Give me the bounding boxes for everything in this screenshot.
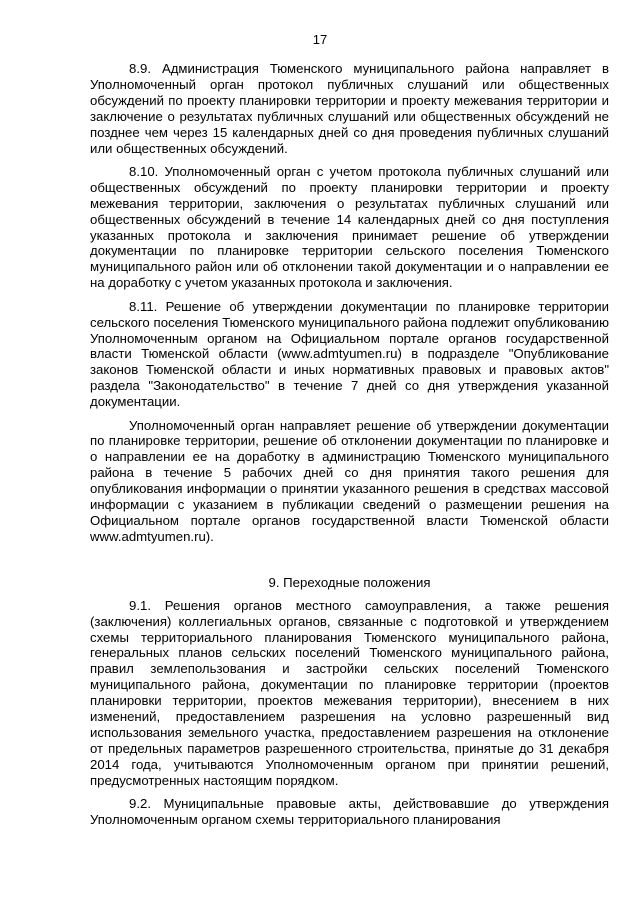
paragraph-9-1: 9.1. Решения органов местного самоуправления, а также решения (заключения) коллегиальных органов, связанные с подготовкой и утверждением схемы территориального планирования Тюменского муниципального района, генеральных планов сельских поселений Тюменского муниципального района, правил землепользования и застройки сельских поселений Тюменского муниципального района, документации по планировке территории (проектов планировки территории, проектов межевания территории), внесением в них изменений, предоставлением разрешения на условно разрешенный вид использования земельного участка, предоставлением разрешения на отклонение от предельных параметров разрешенного строительства, принятые до 31 декабря 2014 года, учитываются Уполномоченным органом при принятии решений, предусмотренных настоящим порядком. [90, 597, 609, 788]
document-body [90, 61, 609, 835]
paragraph-8-10: 8.10. Уполномоченный орган с учетом протокола публичных слушаний или общественных обсуждений по проекту планировки территории и проекту межевания территории, заключения о результатах публичных слушаний или общественных обсуждений в течение 14 календарных дней со дня поступления указанных протокола и заключения принимает решение об утверждении документации по планировке территории сельского поселения Тюменского муниципального район или об отклонении такой документации и о направлении ее на доработку с учетом указанных протокола и заключения. [90, 163, 609, 291]
paragraph-9-2: 9.2. Муниципальные правовые акты, действовавшие до утверждения Уполномоченным органом схемы территориального планирования [90, 796, 609, 827]
paragraph-8-9: 8.9. Администрация Тюменского муниципального района направляет в Уполномоченный орган протокол публичных слушаний или общественных обсуждений по проекту планировки территории и проекту межевания территории и заключение о результатах публичных слушаний или общественных обсуждений не позднее чем через 15 календарных дней со дня проведения публичных слушаний или общественных обсуждений. [90, 61, 609, 156]
page-number: 17 [312, 32, 328, 47]
section-title-transitional-provisions: 9. Переходные положения [268, 574, 431, 590]
paragraph-8-11: 8.11. Решение об утверждении документации по планировке территории сельского поселения Тюменского муниципального района подлежит опубликованию Уполномоченным органом на Официальном портале органов государственной власти Тюменской области (www.admtyumen.ru) в подразделе "Опубликование законов Тюменской области и иных нормативных правовых и правовых актов" раздела "Законодательство" в течение 7 дней со дня утверждения указанной документации. [90, 298, 609, 410]
paragraph-8-11-continued: Уполномоченный орган направляет решение об утверждении документации по планировке территории, решение об отклонении документации по планировке и о направлении ее на доработку в администрацию Тюменского муниципального района в течение 5 рабочих дней со дня принятия такого решения для опубликования информации о принятии указанного решения в средствах массовой информации с указанием в публикации сведений о размещении решения на Официальном портале органов государственной власти Тюменской области www.admtyumen.ru). [90, 417, 609, 544]
